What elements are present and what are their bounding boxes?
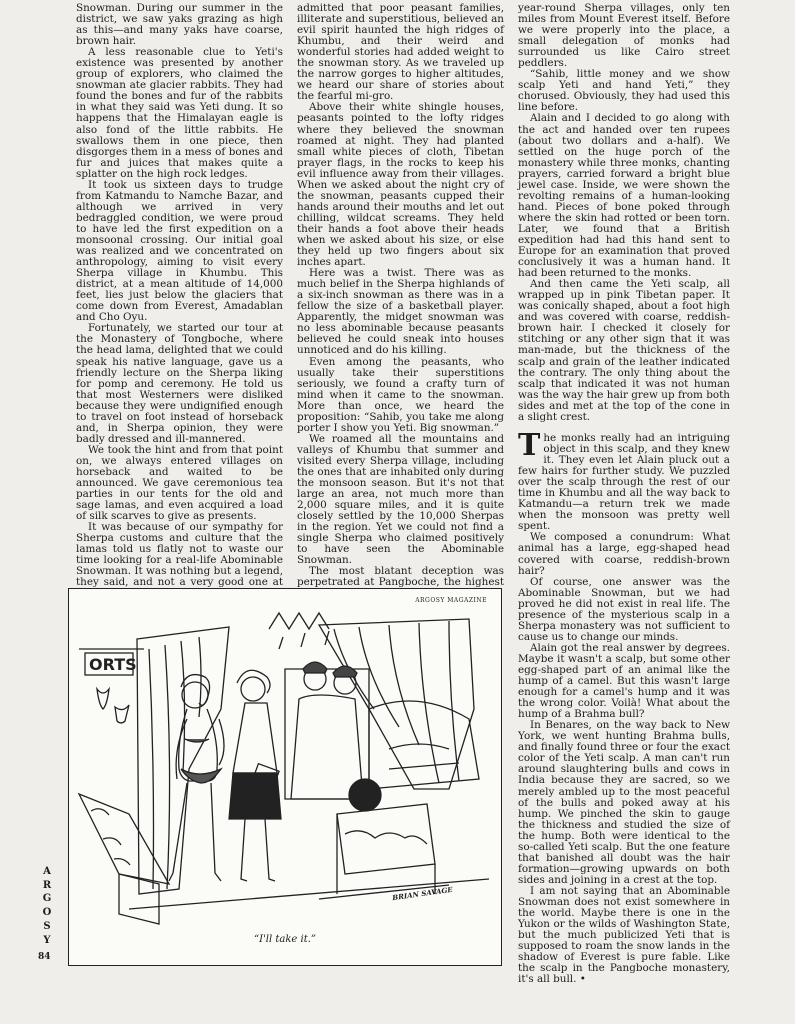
paragraph: And then came the Yeti scalp, all wrapped up in pink Tibetan paper. It was conically shaped, about a foot high and was covered with coarse, reddish-brown hair. I checked it closely for stitching or any other sign that it was man-made, but the thickness of the scalp and grain of the leather indicated the contrary. The only thing about the scalp that indicated it was not human was the way the hair grew up from both sides and met at the top of the cone in a slight crest. xyxy=(518,278,730,423)
drop-cap: T xyxy=(518,428,541,463)
display-case xyxy=(79,794,169,884)
hanging-swimsuit xyxy=(115,705,129,723)
hanging-swimsuit xyxy=(97,689,109,709)
paragraph: Above their white shingle houses, peasants pointed to the lofty ridges where they believed the snowman roamed at night. They had planted small white pieces of cloth, Tibetan prayer flags, in the rocks to keep his evil influence away from their villages. When we asked about the night cry of the snowman, peasants cupped their hands around their mouths and let out chilling, wildcat screams. They held their hands a foot above their heads when we asked about his size, or else they held up two fingers about six inches apart. xyxy=(297,101,504,269)
paragraph: A less reasonable clue to Yeti's existence was presented by another group of explorers, who claimed the snowman ate glacier rabbits. They had found the bones and fur of the rabbits in what they said was Yeti dung. It so happens that the Himalayan eagle is also fond of the little rabbits. He swallows them in one piece, then disgorges them in a mess of bones and fur and juices that makes quite a splatter on the high rock ledges. xyxy=(76,46,283,180)
article-column-1 xyxy=(76,2,283,589)
paragraph: Fortunately, we started our tour at the Monastery of Tongboche, where the head lama, delighted that we could speak his native language, gave us a friendly lecture on the Sherpa liking for pomp and ceremony. He told us that most Westerners were disliked because they were undignified enough to travel on foot instead of horseback and, in Sherpa opinion, they were badly dressed and ill-mannered. xyxy=(76,322,283,445)
officers-uniforms xyxy=(291,695,363,799)
paragraph: “Sahib, little money and we show scalp Yeti and hand Yeti,” they chorused. Obviously, they had used this line before. xyxy=(518,68,730,114)
paragraph: We took the hint and from that point on, we always entered villages on horseback and waited to be announced. We gave ceremonious tea parties in our tents for the old and sage lamas, and even acquired a load of silk scarves to give as presents. xyxy=(76,443,283,523)
paragraph: year-round Sherpa villages, only ten miles from Mount Everest itself. Before we were properly into the place, a small delegation of monks had surrounded us like Cairo street peddlers. xyxy=(518,2,730,70)
magazine-vertical-title: A R G O S Y xyxy=(42,866,52,946)
article-column-3-bottom xyxy=(518,428,730,988)
car-wheel xyxy=(349,779,381,811)
article-column-2 xyxy=(297,2,504,589)
officer-cap xyxy=(303,662,327,673)
cartoon-illustration xyxy=(68,588,502,966)
paragraph: Here was a twist. There was as much belief in the Sherpa highlands of a six-inch snowman as there was in a fellow the size of a basketball player. Apparently, the midget snowman was no less abominable because peasants believed he could sneak into houses unnoticed and do his killing. xyxy=(297,267,504,357)
paragraph: I am not saying that an Abominable Snowman does not exist somewhere in the world. Maybe there is one in the Yukon or the wilds of Washington State, but the much publicized Yeti that is supposed to roam the snow lands in the shadow of Everest is pure fable. Like the scalp in the Pangboche monastery, it's all bull. • xyxy=(518,884,730,986)
top-fringe xyxy=(269,613,329,649)
cartoon-drawing xyxy=(69,589,501,965)
paragraph: The most blatant deception was perpetrated at Pangboche, the highest xyxy=(297,565,504,589)
paragraph: We roamed all the mountains and valleys of Khumbu that summer and visited every Sherpa village, including the ones that are inhabited only during the monsoon season. But it's not that large an area, not much more than 2,000 square miles, and it is quite closely settled by the 10,000 Sherpas in the region. Yet we could not find a single Sherpa who claimed positively to have seen the Abominable Snowman. xyxy=(297,432,504,567)
artist-signature: BRIAN SAVAGE xyxy=(391,884,454,903)
paragraph: admitted that poor peasant families, illiterate and superstitious, believed an evil spirit haunted the high ridges of Khumbu, and their weird and wonderful stories had added weight to the snowman story. As we traveled up the narrow gorges to higher altitudes, we heard our share of stories about the fearful mi-gro. xyxy=(297,2,504,103)
paragraph: It was because of our sympathy for Sherpa customs and culture that the lamas told us flatly not to waste our time looking for a real-life Abominable Snowman. It was nothing but a legend, they said, and not a very good one at xyxy=(76,521,283,589)
paragraph: Snowman. During our summer in the district, we saw yaks grazing as high as this—and many yaks have coarse, brown hair. xyxy=(76,2,283,48)
paragraph: We composed a conundrum: What animal has a large, egg-shaped head covered with coarse, reddish-brown hair? xyxy=(518,531,730,577)
woman-legs xyxy=(169,783,221,881)
article-column-3-top xyxy=(518,3,730,433)
paragraph: Of course, one answer was the Abominable Snowman, but we had proved he did not exist in real life. The presence of the mysterious scalp in a Sherpa monastery was not sufficient to cause us to change our minds. xyxy=(518,575,730,643)
car-details xyxy=(389,744,459,769)
paragraph: Alain and I decided to go along with the act and handed over ten rupees (about two dollars and a-half). We settled on the huge porch of the monastery while three monks, chanting prayers, carried forward a bright blue jewel case. Inside, we were shown the revolting remains of a human-looking hand. Pieces of bone poked through where the skin had rotted or been torn. Later, we found that a British expedition had had this hand sent to Europe for an examination that proved conclusively it was a human hand. It had been returned to the monks. xyxy=(518,112,730,280)
paragraph: Even among the peasants, who usually take their superstitions seriously, we found a crafty turn of mind when it came to the snowman. More than once, we heard the proposition: “Sahib, you take me along porter I show you Yeti. Big snowman.” xyxy=(297,355,504,434)
magazine-label: ARGOSY MAGAZINE xyxy=(415,597,487,604)
paragraph: In Benares, on the way back to New York, we went hunting Brahma bulls, and finally found three or four the exact color of the Yeti scalp. A man can't run around slaughtering bulls and cows in India because they are sacred, so we merely ambled up to the most peaceful of the bulls and poked away at his hump. We pinched the skin to gauge the thickness and studied the size of the hump. Both were identical to the so-called Yeti scalp. But the one feature that banished all doubt was the hair formation—growing upwards on both sides and joining in a crest at the top. xyxy=(518,719,730,886)
rack-clothes xyxy=(345,831,427,844)
officer-cap xyxy=(333,666,357,677)
paragraph: Alain got the real answer by degrees. Maybe it wasn't a scalp, but some other egg-shaped part of an animal like the hump of a camel. But this wasn't large enough for a camel's hump and it was the wrong color. Voilà! What about the hump of a Brahma bull? xyxy=(518,641,730,721)
saleswoman-head xyxy=(241,677,265,701)
saleswoman-blouse xyxy=(233,703,277,773)
woman-hair xyxy=(181,675,210,706)
saleswoman-legs xyxy=(241,819,275,881)
paragraph: It took us sixteen days to trudge from Katmandu to Namche Bazar, and although we arrived in very bedraggled condition, we were proud to have led the first expedition on a monsoonal crossing. Our initial goal was realized and we concentrated on anthropology, aiming to visit every Sherpa village in Khumbu. This district, at a mean altitude of 14,000 feet, lies just below the glaciers that come down from Everest, Amadablan and Cho Oyu. xyxy=(76,178,283,324)
store-sign-text: ORTS xyxy=(89,655,137,674)
page-number: 84 xyxy=(38,952,51,962)
cartoon-caption: “I'll take it.” xyxy=(253,934,317,945)
section-opening-paragraph: The monks really had an intriguing object in this scalp, and they knew it. They even let Alain pluck out a few hairs for further study. We puzzled over the scalp through the rest of our time in Khumbu and all the way back to Katmandu—a return trek we made when the monsoon was pretty well spent. xyxy=(518,428,730,533)
